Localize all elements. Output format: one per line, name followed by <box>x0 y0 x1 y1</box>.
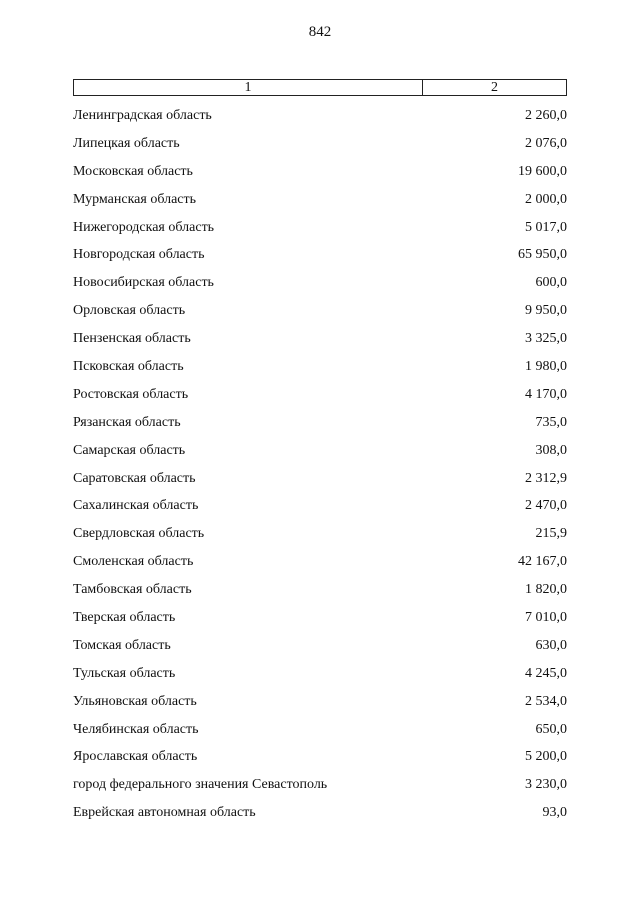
region-name: Самарская область <box>73 442 186 458</box>
amount-value: 5 200,0 <box>525 749 567 765</box>
table-row <box>0 269 640 297</box>
amount-value: 650,0 <box>535 721 567 737</box>
page-number: 842 <box>308 24 332 40</box>
region-name: Рязанская область <box>73 414 181 430</box>
region-name: Ульяновская область <box>73 693 197 709</box>
amount-value: 65 950,0 <box>518 247 567 263</box>
table-row <box>0 158 640 186</box>
table-body <box>0 102 640 827</box>
amount-value: 93,0 <box>542 805 567 821</box>
table-row <box>0 632 640 660</box>
region-name: Ярославская область <box>73 749 198 765</box>
amount-value: 215,9 <box>535 526 567 542</box>
amount-value: 42 167,0 <box>518 554 567 570</box>
amount-value: 9 950,0 <box>525 303 567 319</box>
column-header-2: 2 <box>491 79 498 95</box>
table-row <box>0 771 640 799</box>
amount-value: 3 230,0 <box>525 777 567 793</box>
table-row <box>0 492 640 520</box>
region-name: Псковская область <box>73 359 184 375</box>
region-name: Смоленская область <box>73 554 194 570</box>
table-row <box>0 297 640 325</box>
table-row <box>0 465 640 493</box>
region-name: Мурманская область <box>73 191 197 207</box>
region-name: Ростовская область <box>73 386 189 402</box>
region-name: город федерального значения Севастополь <box>73 777 328 793</box>
region-name: Ленинградская область <box>73 108 212 123</box>
region-name: Тамбовская область <box>73 582 192 598</box>
amount-value: 4 245,0 <box>525 665 567 681</box>
table-row <box>0 604 640 632</box>
table-row <box>0 660 640 688</box>
region-name: Пензенская область <box>73 331 191 347</box>
table-row <box>0 214 640 242</box>
region-name: Тверская область <box>73 610 176 626</box>
table-row <box>0 437 640 465</box>
table-row <box>0 743 640 771</box>
amount-value: 5 017,0 <box>525 219 567 235</box>
table-row <box>0 688 640 716</box>
table-row <box>0 102 640 130</box>
amount-value: 2 260,0 <box>525 108 567 123</box>
table-row <box>0 353 640 381</box>
table-row <box>0 186 640 214</box>
region-name: Новгородская область <box>73 247 205 263</box>
table-row <box>0 409 640 437</box>
table-row <box>0 548 640 576</box>
amount-value: 2 076,0 <box>525 135 567 151</box>
amount-value: 2 534,0 <box>525 693 567 709</box>
amount-value: 308,0 <box>535 442 567 458</box>
region-name: Новосибирская область <box>73 275 214 291</box>
amount-value: 1 980,0 <box>525 359 567 375</box>
amount-value: 735,0 <box>535 414 567 430</box>
table-row <box>0 381 640 409</box>
amount-value: 600,0 <box>535 275 567 291</box>
column-header-1: 1 <box>74 80 423 95</box>
region-name: Тульская область <box>73 665 176 681</box>
table-row <box>0 576 640 604</box>
amount-value: 19 600,0 <box>518 163 567 179</box>
table-row <box>0 716 640 744</box>
table-row <box>0 799 640 827</box>
region-name: Московская область <box>73 163 193 179</box>
amount-value: 1 820,0 <box>525 582 567 598</box>
amount-value: 7 010,0 <box>525 610 567 626</box>
amount-value: 3 325,0 <box>525 331 567 347</box>
table-row <box>0 130 640 158</box>
table-header <box>73 79 567 96</box>
amount-value: 2 312,9 <box>525 470 567 486</box>
region-name: Липецкая область <box>73 135 180 151</box>
amount-value: 630,0 <box>535 637 567 653</box>
amount-value: 2 470,0 <box>525 498 567 514</box>
region-name: Нижегородская область <box>73 219 215 235</box>
region-name: Челябинская область <box>73 721 199 737</box>
region-name: Орловская область <box>73 303 186 319</box>
amount-value: 4 170,0 <box>525 386 567 402</box>
region-name: Свердловская область <box>73 526 205 542</box>
table-row <box>0 520 640 548</box>
region-name: Саратовская область <box>73 470 196 486</box>
region-name: Еврейская автономная область <box>73 805 256 821</box>
table-row <box>0 325 640 353</box>
region-name: Томская область <box>73 637 171 653</box>
table-row <box>0 241 640 269</box>
amount-value: 2 000,0 <box>525 191 567 207</box>
region-name: Сахалинская область <box>73 498 199 514</box>
